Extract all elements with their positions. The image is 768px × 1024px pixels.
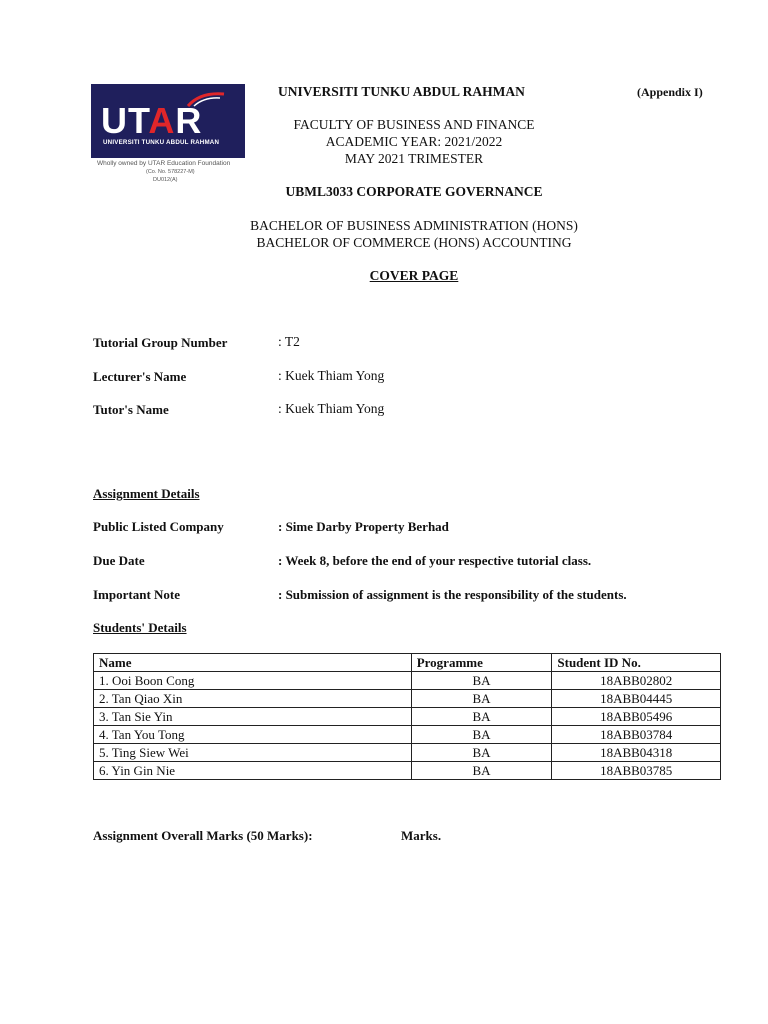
logo-subtitle: UNIVERSITI TUNKU ABDUL RAHMAN [103,139,220,146]
marks-unit: Marks. [401,828,442,843]
column-header-name: Name [94,654,412,672]
cover-page-title: COVER PAGE [369,268,459,283]
table-row [94,726,721,744]
student-programme: BA [411,690,552,708]
table-row [94,762,721,780]
table-header-row [94,654,721,672]
students-details-heading: Students' Details [93,620,187,635]
student-programme: BA [411,708,552,726]
important-note-value: : Submission of assignment is the responsibility of the students. [278,587,627,602]
important-note-label: Important Note [93,587,181,602]
academic-year: ACADEMIC YEAR: 2021/2022 [325,134,503,149]
course-title: UBML3033 CORPORATE GOVERNANCE [285,184,543,199]
student-id: 18ABB05496 [552,708,721,726]
faculty-name: FACULTY OF BUSINESS AND FINANCE [293,117,535,132]
tutor-label: Tutor's Name [93,402,169,417]
student-name: 4. Tan You Tong [94,726,412,744]
student-programme: BA [411,744,552,762]
lecturer-label: Lecturer's Name [93,369,187,384]
due-date-label: Due Date [93,553,145,568]
table-row [94,708,721,726]
appendix-label: (Appendix I) [637,85,703,99]
student-programme: BA [411,726,552,744]
student-programme: BA [411,672,552,690]
assignment-details-heading: Assignment Details [93,486,200,501]
lecturer-value: : Kuek Thiam Yong [278,368,385,383]
student-name: 6. Yin Gin Nie [94,762,412,780]
students-table [93,653,721,780]
student-id: 18ABB03784 [552,726,721,744]
university-name: UNIVERSITI TUNKU ABDUL RAHMAN [278,84,525,99]
student-name: 2. Tan Qiao Xin [94,690,412,708]
student-id: 18ABB04445 [552,690,721,708]
company-value: : Sime Darby Property Berhad [278,519,449,534]
tutorial-group-value: : T2 [278,334,300,349]
logo-caption-line2: (Co. No. 578227-M) [146,169,195,175]
column-header-programme: Programme [411,654,552,672]
tutorial-group-label: Tutorial Group Number [93,335,228,350]
due-date-value: : Week 8, before the end of your respective tutorial class. [278,553,592,568]
student-name: 3. Tan Sie Yin [94,708,412,726]
logo-caption-line3: DU012(A) [153,177,178,183]
student-id: 18ABB04318 [552,744,721,762]
student-name: 5. Ting Siew Wei [94,744,412,762]
column-header-student-id: Student ID No. [552,654,721,672]
table-row [94,744,721,762]
logo-caption-line1: Wholly owned by UTAR Education Foundation [97,160,231,167]
table-row [94,672,721,690]
table-row [94,690,721,708]
logo-wordmark: UTAR [101,100,203,141]
student-id: 18ABB02802 [552,672,721,690]
programme-line1: BACHELOR OF BUSINESS ADMINISTRATION (HONS) [250,218,578,233]
company-label: Public Listed Company [93,519,224,534]
student-name: 1. Ooi Boon Cong [94,672,412,690]
student-programme: BA [411,762,552,780]
trimester: MAY 2021 TRIMESTER [344,151,484,166]
overall-marks-label: Assignment Overall Marks (50 Marks): [93,828,313,843]
student-id: 18ABB03785 [552,762,721,780]
programme-line2: BACHELOR OF COMMERCE (HONS) ACCOUNTING [256,235,572,250]
tutor-value: : Kuek Thiam Yong [278,401,385,416]
